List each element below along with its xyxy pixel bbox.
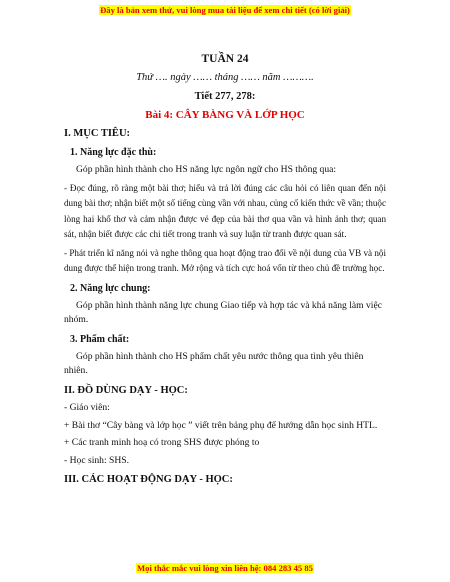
document-content <box>64 42 386 487</box>
materials-item-2: + Các tranh minh hoạ có trong SHS được phóng to <box>64 437 260 449</box>
general-competence-heading: 2. Năng lực chung: <box>70 282 151 294</box>
specific-competence-heading: 1. Năng lực đặc thù: <box>70 147 157 158</box>
specific-competence-item-2: - Phát triển kĩ năng nói và nghe thông qua hoạt động trao đổi về nội dung của VB và nội dung được thể hiện trong tranh. Mở rộng và tích cực hoá vốn từ theo chủ đề trường học. <box>64 247 386 274</box>
materials-heading: II. ĐỒ DÙNG DẠY - HỌC: <box>64 384 188 396</box>
quality-text: Góp phần hình thành cho HS phẩm chất yêu nước thông qua tình yêu thiên nhiên. <box>64 350 364 377</box>
contact-footer-text: Mọi thắc mắc vui lòng xin liên hệ: 084 283 45 85 <box>137 563 313 573</box>
objectives-heading: I. MỤC TIÊU: <box>64 128 131 139</box>
specific-competence-item-1: - Đọc đúng, rõ ràng một bài thơ; hiểu và trả lời đúng các câu hỏi có liên quan đến nội dung bài thơ; nhận biết một số tiếng cùng vần với nhau, củng cố kiến thức về vần; thuộc lòng hai khổ thơ và cảm nhận được vẻ đẹp của bài thơ qua vần và hình ảnh thơ; quan sát, nhận biết được các chi tiết trong tranh và suy luận từ tranh được quan sát. <box>64 182 386 240</box>
date-line: Thứ …. ngày …… tháng …… năm ………. <box>136 72 314 83</box>
specific-competence-intro: Góp phần hình thành cho HS năng lực ngôn ngữ cho HS thông qua: <box>76 164 337 175</box>
materials-item-1: + Bài thơ “Cây bàng và lớp học ” viết trên bảng phụ để hướng dẫn học sinh HTL. <box>64 419 378 431</box>
lesson-number: Tiết 277, 278: <box>194 91 256 102</box>
quality-heading: 3. Phẩm chất: <box>70 333 130 345</box>
preview-banner-text: Đây là bản xem thử, vui lòng mua tài liệu để xem chi tiết (có lời giải) <box>100 5 350 15</box>
lesson-title: Bài 4: CÂY BÀNG VÀ LỚP HỌC <box>145 109 305 121</box>
general-competence-text: Góp phần hình thành năng lực chung Giao tiếp và hợp tác và khả năng làm việc nhóm. <box>64 299 382 326</box>
materials-teacher: - Giáo viên: <box>64 401 110 413</box>
activities-heading: III. CÁC HOẠT ĐỘNG DẠY - HỌC: <box>64 474 233 486</box>
week-title: TUẦN 24 <box>201 53 249 65</box>
materials-students: - Học sinh: SHS. <box>64 454 130 466</box>
contact-footer <box>0 562 450 574</box>
preview-banner <box>0 4 450 16</box>
